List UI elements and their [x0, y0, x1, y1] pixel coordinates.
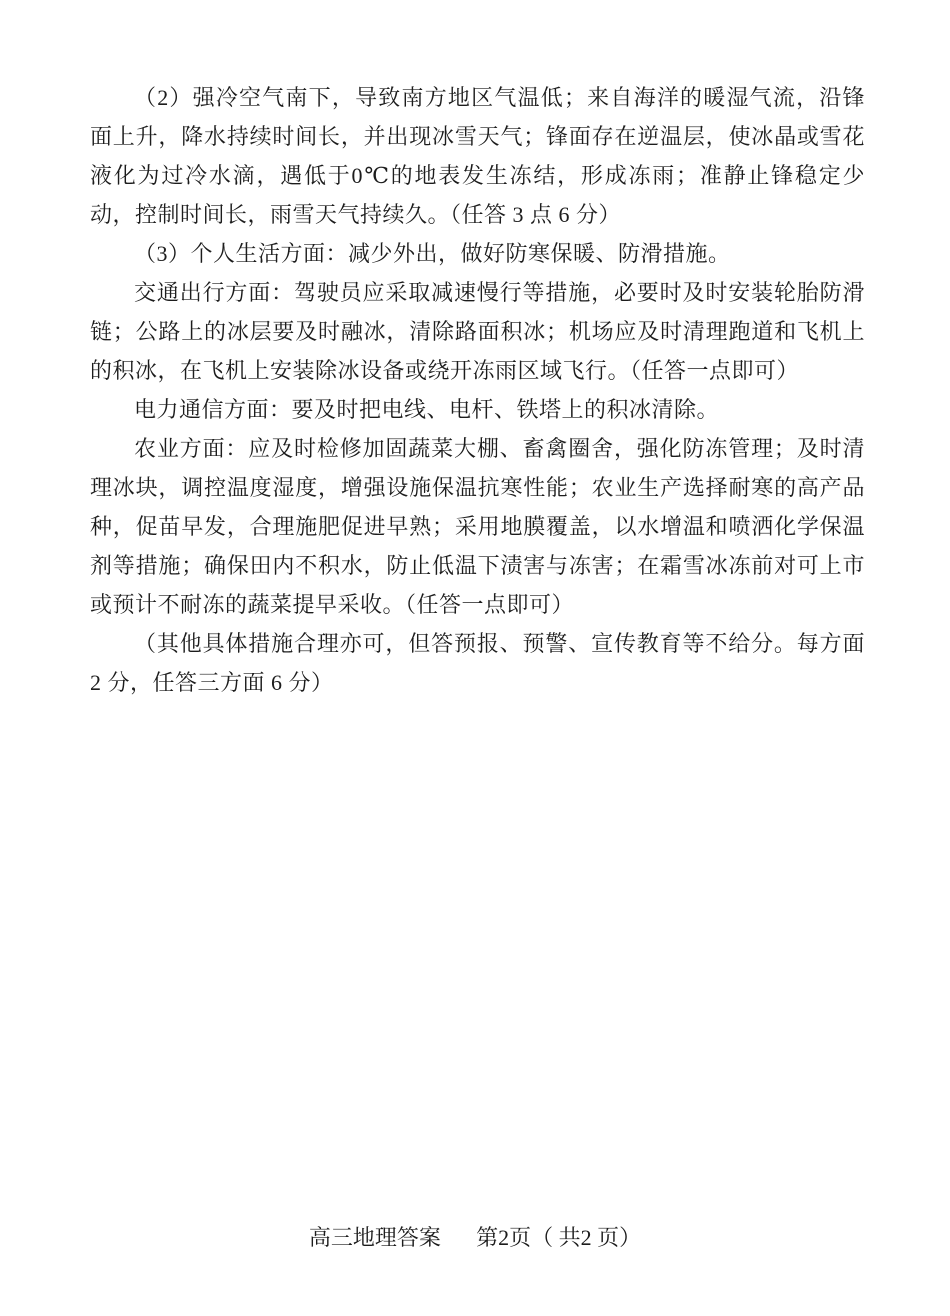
- answer-paragraph-q2: （2）强冷空气南下，导致南方地区气温低；来自海洋的暖湿气流，沿锋面上升，降水持续时间长，并出现冰雪天气；锋面存在逆温层，使冰晶或雪花液化为过冷水滴，遇低于0℃的地表发生冻结，形成冻雨；准静止锋稳定少动，控制时间长，雨雪天气持续久。（任答 3 点 6 分）: [90, 85, 865, 227]
- answer-paragraph-q3-agriculture: 农业方面：应及时检修加固蔬菜大棚、畜禽圈舍，强化防冻管理；及时清理冰块，调控温度湿度，增强设施保温抗寒性能；农业生产选择耐寒的高产品种，促苗早发，合理施肥促进早熟；采用地膜覆盖，以水增温和喷洒化学保温剂等措施；确保田内不积水，防止低温下渍害与冻害；在霜雪冰冻前对可上市或预计不耐冻的蔬菜提早采收。（任答一点即可）: [90, 436, 865, 617]
- footer-page-indicator: 第2页（ 共2 页）: [476, 1225, 642, 1250]
- answer-paragraph-grading-note: （其他具体措施合理亦可，但答预报、预警、宣传教育等不给分。每方面 2 分，任答三方面 6 分）: [90, 631, 865, 695]
- answer-paragraph-q3-transportation: 交通出行方面：驾驶员应采取减速慢行等措施，必要时及时安装轮胎防滑链；公路上的冰层要及时融冰，清除路面积冰；机场应及时清理跑道和飞机上的积冰，在飞机上安装除冰设备或绕开冻雨区域飞行。（任答一点即可）: [90, 280, 865, 383]
- answer-paragraph-q3-personal-life: （3）个人生活方面：减少外出，做好防寒保暖、防滑措施。: [134, 241, 731, 266]
- answer-paragraph-q3-power-communication: 电力通信方面：要及时把电线、电杆、铁塔上的积冰清除。: [134, 397, 720, 422]
- page-footer: [0, 1224, 950, 1252]
- answer-text-block: [90, 78, 865, 702]
- footer-document-title: 高三地理答案: [308, 1225, 441, 1250]
